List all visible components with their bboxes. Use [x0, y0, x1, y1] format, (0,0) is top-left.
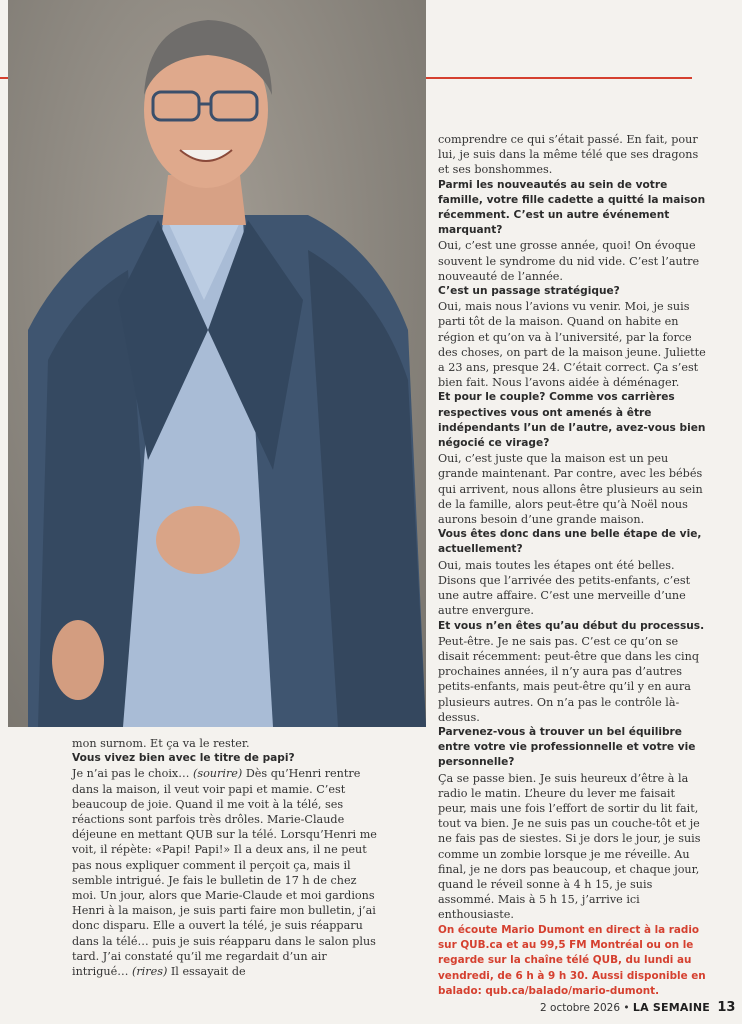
- left-question: Vous vivez bien avec le titre de papi?: [72, 752, 295, 765]
- left-intro-text: mon surnom. Et ça va le rester.: [72, 737, 250, 750]
- interview-answer: Oui, c’est juste que la maison est un peu grande maintenant. Par contre, avec les bébés qui arrivent, nous allons être plusieurs au sein de la famille, alors peut-être qu’à Noël nous aurons besoin d’une grande maison.: [438, 452, 703, 527]
- left-answer: [72, 766, 378, 979]
- page-number: 13: [717, 1000, 736, 1015]
- portrait-illustration: [8, 0, 426, 727]
- interview-question: Parmi les nouveautés au sein de votre famille, votre fille cadette a quitté la maison récemment. C’est un autre événement marquant?: [438, 178, 706, 237]
- interview-answer: Oui, mais toutes les étapes ont été belles. Disons que l’arrivée des petits-enfants, c’est une autre affaire. C’est une merveille d’une autre envergure.: [438, 558, 691, 618]
- interview-answer: Ça se passe bien. Je suis heureux d’être à la radio le matin. L’heure du lever me faisait peur, mais une fois l’effort de sortir du lit fait, tout va bien. Je ne suis pas un couche-tôt et je ne fais pas de siestes. Si je dors le jour, je suis comme un zombie lorsque je me réveille. Au final, je ne dors pas beaucoup, et chaque jour, quand le réveil sonne à 4 h 15, je suis assommé. Mais à 5 h 15, j’arrive ici enthousiaste.: [438, 771, 701, 922]
- magazine-brand: LA SEMAINE: [632, 1001, 710, 1014]
- radio-promo-text: On écoute Mario Dumont en direct à la radio sur QUB.ca et au 99,5 FM Montréal ou on le regarde sur la chaîne télé QUB, du lundi au vendredi, de 6 h à 9 h 30. Aussi disponible en balado: qub.ca/balado/mario-dumont.: [438, 923, 706, 998]
- left-aside-sourire: (sourire): [192, 767, 243, 781]
- portrait-photo: [8, 0, 426, 727]
- interview-answer: Oui, mais nous l’avions vu venir. Moi, je suis parti tôt de la maison. Quand on habite en région et qu’on va à l’université, par la force des choses, on part de la maison jeune. Juliette a 23 ans, presque 24. C’était correct. Ça s’est bien fait. Nous l’avons aidée à déménager.: [438, 300, 706, 390]
- left-answer-part3: Il essayait de: [167, 965, 246, 979]
- interview-question: Et vous n’en êtes qu’au début du processus.: [438, 619, 705, 632]
- right-text-column: [438, 132, 706, 1000]
- page-footer: [540, 1000, 735, 1015]
- footer-bullet: •: [623, 1002, 630, 1014]
- interview-question: Et pour le couple? Comme vos carrières respectives vous ont amenés à être indépendants l’un de l’autre, avez-vous bien négocié ce virage?: [438, 391, 706, 450]
- red-rule-left: [0, 77, 8, 79]
- issue-date: 2 octobre 2026: [540, 1002, 621, 1014]
- interview-answer: comprendre ce qui s’était passé. En fait, pour lui, je suis dans la même télé que ses dragons et ses bonshommes.: [438, 133, 699, 177]
- interview-question: C’est un passage stratégique?: [438, 285, 620, 298]
- left-answer-part1: Je n’ai pas le choix…: [72, 767, 190, 781]
- left-answer-part2: Dès qu’Henri rentre dans la maison, il veut voir papi et mamie. C’est beaucoup de joie. Quand il me voit à la télé, ses réactions sont parfois très drôles. Marie-Claude déjeune en mettant QUB sur la télé. Lorsqu’Henri me voit, il répète: «Papi! Papi!» Il a deux ans, il ne peut pas nous expliquer comment il perçoit ça, mais il semble intrigué. Je fais le bulletin de 17 h de chez moi. Un jour, alors que Marie-Claude et moi gardions Henri à la maison, je suis parti faire mon bulletin, j’ai donc disparu. Elle a ouvert la télé, je suis réapparu dans la télé… puis je suis réapparu dans le salon plus tard. J’ai constaté qu’il me regardait d’un air intrigué…: [72, 767, 377, 979]
- interview-answer: Oui, c’est une grosse année, quoi! On évoque souvent le syndrome du nid vide. C’est l’autre nouveauté de l’année.: [438, 239, 700, 283]
- interview-question: Vous êtes donc dans une belle étape de vie, actuellement?: [438, 528, 702, 556]
- left-aside-rires: (rires): [131, 965, 168, 979]
- interview-answer: Peut-être. Je ne sais pas. C’est ce qu’on se disait récemment: peut-être que dans les cinq prochaines années, il n’y aura pas d’autres petits-enfants, mais peut-être qu’il y en aura plusieurs autres. On n’a pas le contrôle là-dessus.: [438, 634, 699, 724]
- left-text-column: [72, 736, 378, 979]
- interview-question: Parvenez-vous à trouver un bel équilibre entre votre vie professionnelle et votre vie personnelle?: [438, 725, 696, 769]
- red-rule-right: [426, 77, 692, 79]
